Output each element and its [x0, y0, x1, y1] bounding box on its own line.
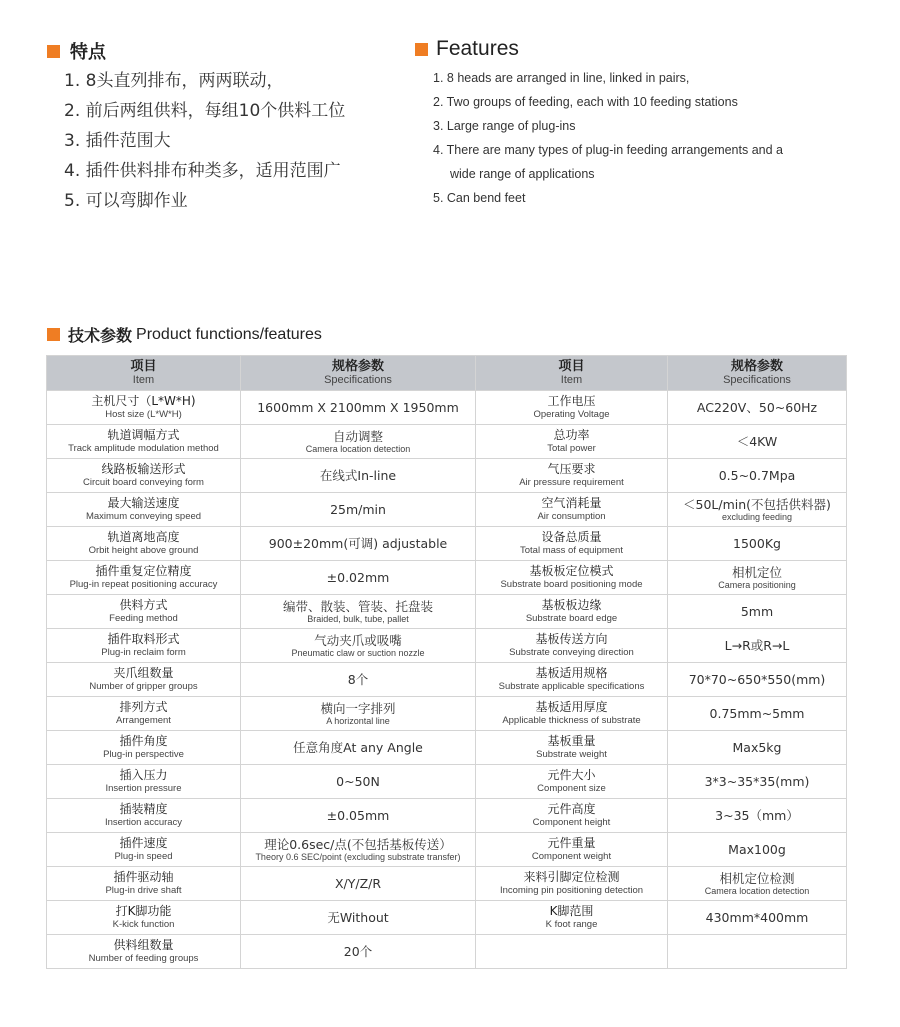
param-value-cell: AC220V、50~60Hz	[668, 391, 847, 425]
table-row	[47, 629, 847, 663]
param-name-cell: 最大输送速度 Maximum conveying speed	[47, 493, 241, 527]
tech-title-en: Product functions/features	[136, 325, 322, 343]
orange-square-icon	[415, 43, 428, 56]
list-item: 5. Can bend feet	[433, 191, 526, 205]
param-name-cell: 轨道离地高度 Orbit height above ground	[47, 527, 241, 561]
param-name-cell: K脚范围 K foot range	[476, 901, 668, 935]
table-row	[47, 459, 847, 493]
param-name-cell: 基板适用厚度 Applicable thickness of substrate	[476, 697, 668, 731]
param-value-cell: 编带、散装、管装、托盘装 Braided, bulk, tube, pallet	[241, 595, 476, 629]
spec-table	[46, 355, 847, 969]
param-name-cell: 轨道调幅方式 Track amplitude modulation method	[47, 425, 241, 459]
table-row	[47, 493, 847, 527]
param-value-cell: 900±20mm(可调) adjustable	[241, 527, 476, 561]
param-name-cell: 气压要求 Air pressure requirement	[476, 459, 668, 493]
param-value-cell: 理论0.6sec/点(不包括基板传送） Theory 0.6 SEC/point (excluding substrate transfer)	[241, 833, 476, 867]
param-name-cell: 元件重量 Component weight	[476, 833, 668, 867]
param-value-cell: 相机定位 Camera positioning	[668, 561, 847, 595]
param-value-cell: 横向一字排列 A horizontal line	[241, 697, 476, 731]
list-item: 5. 可以弯脚作业	[64, 191, 188, 211]
param-value-cell: 0.5~0.7Mpa	[668, 459, 847, 493]
param-value-cell: ＜4KW	[668, 425, 847, 459]
list-item: 2. 前后两组供料，每组10个供料工位	[64, 101, 346, 121]
param-value-cell: 无Without	[241, 901, 476, 935]
param-name-cell: 总功率 Total power	[476, 425, 668, 459]
param-name-cell: 元件高度 Component height	[476, 799, 668, 833]
table-row	[47, 391, 847, 425]
param-name-cell: 基板板定位模式 Substrate board positioning mode	[476, 561, 668, 595]
tech-params-heading	[47, 323, 322, 346]
param-name-cell: 夹爪组数量 Number of gripper groups	[47, 663, 241, 697]
param-value-cell: Max5kg	[668, 731, 847, 765]
table-row	[47, 663, 847, 697]
param-value-cell: X/Y/Z/R	[241, 867, 476, 901]
param-name-cell: 插装精度 Insertion accuracy	[47, 799, 241, 833]
table-row	[47, 697, 847, 731]
param-value-cell: 气动夹爪或吸嘴 Pneumatic claw or suction nozzle	[241, 629, 476, 663]
list-item: 1. 8 heads are arranged in line, linked in pairs,	[433, 71, 690, 85]
param-name-cell: 基板板边缘 Substrate board edge	[476, 595, 668, 629]
param-name-cell: 主机尺寸（L*W*H) Host size (L*W*H)	[47, 391, 241, 425]
features-cn-heading	[47, 38, 106, 64]
list-item: 2. Two groups of feeding, each with 10 feeding stations	[433, 95, 738, 109]
table-row	[47, 901, 847, 935]
param-value-cell: 在线式In-line	[241, 459, 476, 493]
param-value-cell: 3~35（mm）	[668, 799, 847, 833]
table-row	[47, 527, 847, 561]
param-value-cell: 70*70~650*550(mm)	[668, 663, 847, 697]
param-value-cell: 25m/min	[241, 493, 476, 527]
table-row	[47, 561, 847, 595]
param-name-cell: 来料引脚定位检测 Incoming pin positioning detection	[476, 867, 668, 901]
list-item: 4. 插件供料排布种类多，适用范围广	[64, 161, 341, 181]
param-name-cell: 插件角度 Plug-in perspective	[47, 731, 241, 765]
features-en-heading	[415, 37, 519, 61]
param-value-cell: 0~50N	[241, 765, 476, 799]
param-value-cell: 1600mm X 2100mm X 1950mm	[241, 391, 476, 425]
param-value-cell: ＜50L/min(不包括供料器) excluding feeding	[668, 493, 847, 527]
table-row	[47, 935, 847, 969]
header-spec: 规格参数 Specifications	[241, 356, 476, 391]
param-value-cell: 3*3~35*35(mm)	[668, 765, 847, 799]
param-name-cell: 排列方式 Arrangement	[47, 697, 241, 731]
param-value-cell: ±0.05mm	[241, 799, 476, 833]
features-en-list	[433, 66, 783, 210]
list-item: 3. Large range of plug-ins	[433, 119, 576, 133]
param-name-cell: 元件大小 Component size	[476, 765, 668, 799]
param-value-cell: 任意角度At any Angle	[241, 731, 476, 765]
param-name-cell: 基板重量 Substrate weight	[476, 731, 668, 765]
table-row	[47, 425, 847, 459]
param-name-cell: 工作电压 Operating Voltage	[476, 391, 668, 425]
header-item: 项目 Item	[476, 356, 668, 391]
param-value-cell: 相机定位检测 Camera location detection	[668, 867, 847, 901]
param-name-cell: 插入压力 Insertion pressure	[47, 765, 241, 799]
param-name-cell: 基板传送方向 Substrate conveying direction	[476, 629, 668, 663]
table-row	[47, 833, 847, 867]
param-name-cell: 供料方式 Feeding method	[47, 595, 241, 629]
param-name-cell: 插件重复定位精度 Plug-in repeat positioning accuracy	[47, 561, 241, 595]
param-name-cell: 插件驱动轴 Plug-in drive shaft	[47, 867, 241, 901]
param-value-cell: 1500Kg	[668, 527, 847, 561]
param-value-cell	[668, 935, 847, 969]
header-item: 项目 Item	[47, 356, 241, 391]
list-item: 4. There are many types of plug-in feeding arrangements and a wide range of applications	[433, 143, 783, 181]
param-value-cell: Max100g	[668, 833, 847, 867]
tech-title-cn: 技术参数	[68, 326, 133, 345]
param-name-cell: 插件取料形式 Plug-in reclaim form	[47, 629, 241, 663]
table-row	[47, 799, 847, 833]
param-name-cell: 设备总质量 Total mass of equipment	[476, 527, 668, 561]
param-name-cell: 打K脚功能 K-kick function	[47, 901, 241, 935]
features-en-title: Features	[436, 37, 519, 60]
param-value-cell: 5mm	[668, 595, 847, 629]
orange-square-icon	[47, 45, 60, 58]
param-value-cell: 0.75mm~5mm	[668, 697, 847, 731]
param-name-cell	[476, 935, 668, 969]
header-spec: 规格参数 Specifications	[668, 356, 847, 391]
param-name-cell: 插件速度 Plug-in speed	[47, 833, 241, 867]
param-value-cell: 430mm*400mm	[668, 901, 847, 935]
table-header-row	[47, 356, 847, 391]
list-item: 1. 8头直列排布，两两联动，	[64, 71, 284, 91]
table-row	[47, 731, 847, 765]
param-value-cell: 8个	[241, 663, 476, 697]
spec-table-body	[47, 391, 847, 969]
param-value-cell: ±0.02mm	[241, 561, 476, 595]
param-name-cell: 基板适用规格 Substrate applicable specifications	[476, 663, 668, 697]
features-cn-list	[64, 66, 345, 216]
param-value-cell: 20个	[241, 935, 476, 969]
orange-square-icon	[47, 328, 60, 341]
features-cn-title: 特点	[70, 42, 106, 63]
table-row	[47, 595, 847, 629]
list-item: 3. 插件范围大	[64, 131, 171, 151]
param-value-cell: 自动调整 Camera location detection	[241, 425, 476, 459]
param-name-cell: 线路板输送形式 Circuit board conveying form	[47, 459, 241, 493]
table-row	[47, 867, 847, 901]
param-name-cell: 空气消耗量 Air consumption	[476, 493, 668, 527]
param-value-cell: L→R或R→L	[668, 629, 847, 663]
param-name-cell: 供料组数量 Number of feeding groups	[47, 935, 241, 969]
table-row	[47, 765, 847, 799]
